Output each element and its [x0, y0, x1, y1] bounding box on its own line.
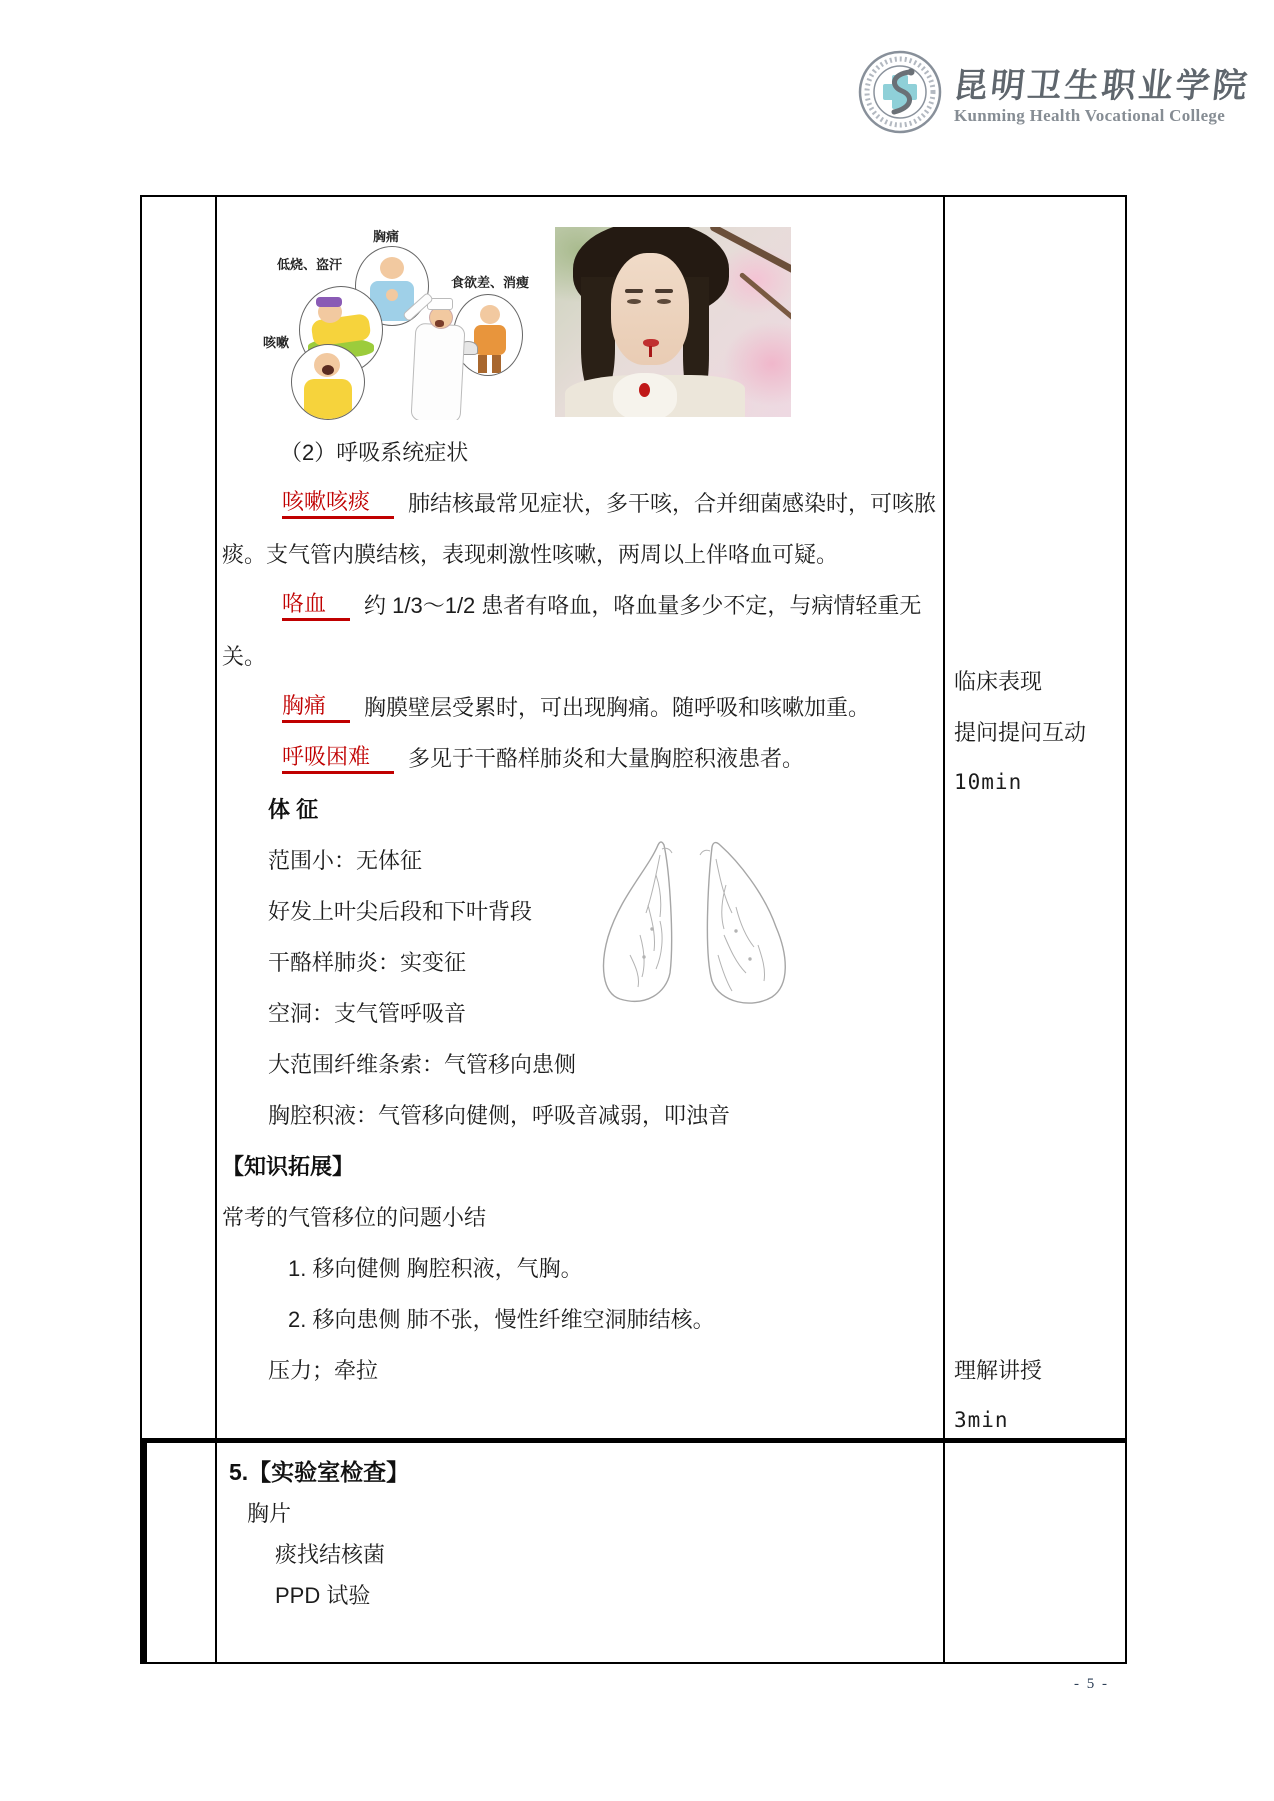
symptom-text-hemoptysis: 约 1/3～1/2 患者有咯血，咯血量多少不定，与病情轻重无 [364, 592, 922, 618]
sign-item: 范围小：无体征 [268, 847, 423, 873]
symptom-text-chest-pain: 胸膜壁层受累时，可出现胸痛。随呼吸和咳嗽加重。 [364, 694, 871, 720]
college-name-english: Kunming Health Vocational College [954, 106, 1226, 125]
teaching-note-duration-10min: 10min [954, 770, 1023, 794]
teaching-note-duration-3min: 3min [954, 1408, 1009, 1432]
college-logo-seal-icon [858, 50, 942, 134]
symptom-chest-pain-line [222, 679, 1000, 733]
lab-exam-heading: 5.【实验室检查】 [229, 1458, 410, 1485]
knowledge-item: 压力；牵拉 [268, 1357, 379, 1383]
table-bottom-row-left-border [142, 1438, 147, 1662]
knowledge-item: 2. 移向患侧 肺不张，慢性纤维空洞肺结核。 [288, 1306, 715, 1332]
symptom-cough-continuation: 痰。支气管内膜结核，表现刺激性咳嗽，两周以上伴咯血可疑。 [222, 541, 839, 567]
symptom-hemoptysis-continuation: 关。 [222, 643, 267, 669]
teaching-note-question-interaction: 提问提问互动 [954, 719, 1087, 745]
symptom-text-dyspnea: 多见于干酪样肺炎和大量胸腔积液患者。 [408, 745, 805, 771]
tb-symptoms-cartoon-image [255, 224, 555, 420]
sign-item: 好发上叶尖后段和下叶背段 [268, 898, 533, 924]
sign-item: 干酪样肺炎：实变征 [268, 949, 467, 975]
sign-item: 大范围纤维条索：气管移向患侧 [268, 1051, 577, 1077]
lab-item-sputum-test: 痰找结核菌 [275, 1541, 386, 1567]
college-name-calligraphy: 昆明卫生职业学院 [951, 67, 1252, 105]
knowledge-intro: 常考的气管移位的问题小结 [222, 1204, 487, 1230]
symptom-hemoptysis-line [222, 577, 1000, 631]
section-heading: （2）呼吸系统症状 [280, 439, 469, 465]
lab-item-ppd-test: PPD 试验 [275, 1582, 371, 1608]
symptom-term-dyspnea: 呼吸困难 [282, 740, 394, 774]
cartoon-label-cough: 咳嗽 [263, 335, 290, 350]
cough-vignette [291, 344, 365, 420]
symptom-dyspnea-line [222, 730, 1000, 784]
teaching-note-clinical: 临床表现 [954, 668, 1043, 694]
sign-item: 空洞：支气管呼吸音 [268, 1000, 467, 1026]
doctor-figure [410, 323, 465, 420]
symptom-text-cough: 肺结核最常见症状，多干咳，合并细菌感染时，可咳脓 [408, 490, 937, 516]
sign-item: 胸腔积液：气管移向健侧，呼吸音减弱，叩浊音 [268, 1102, 731, 1128]
symptom-term-chest-pain: 胸痛 [282, 689, 350, 723]
cartoon-label-poor-appetite: 食欲差、消瘦 [451, 275, 530, 290]
page-number: - 5 - [1074, 1676, 1109, 1692]
cartoon-label-chest-pain: 胸痛 [373, 229, 400, 244]
lab-item-chest-xray: 胸片 [247, 1500, 292, 1526]
symptom-term-hemoptysis: 咯血 [282, 587, 350, 621]
symptom-term-cough: 咳嗽咳痰 [282, 485, 394, 519]
cartoon-label-fever-night-sweat: 低烧、盗汗 [277, 257, 343, 272]
knowledge-expansion-heading: 【知识拓展】 [222, 1153, 355, 1179]
signs-heading: 体 征 [268, 796, 319, 822]
blood-cough-photo-image [555, 227, 791, 417]
symptom-cough-line [222, 475, 1000, 529]
teaching-note-lecture: 理解讲授 [954, 1357, 1043, 1383]
knowledge-item: 1. 移向健侧 胸腔积液，气胸。 [288, 1255, 583, 1281]
